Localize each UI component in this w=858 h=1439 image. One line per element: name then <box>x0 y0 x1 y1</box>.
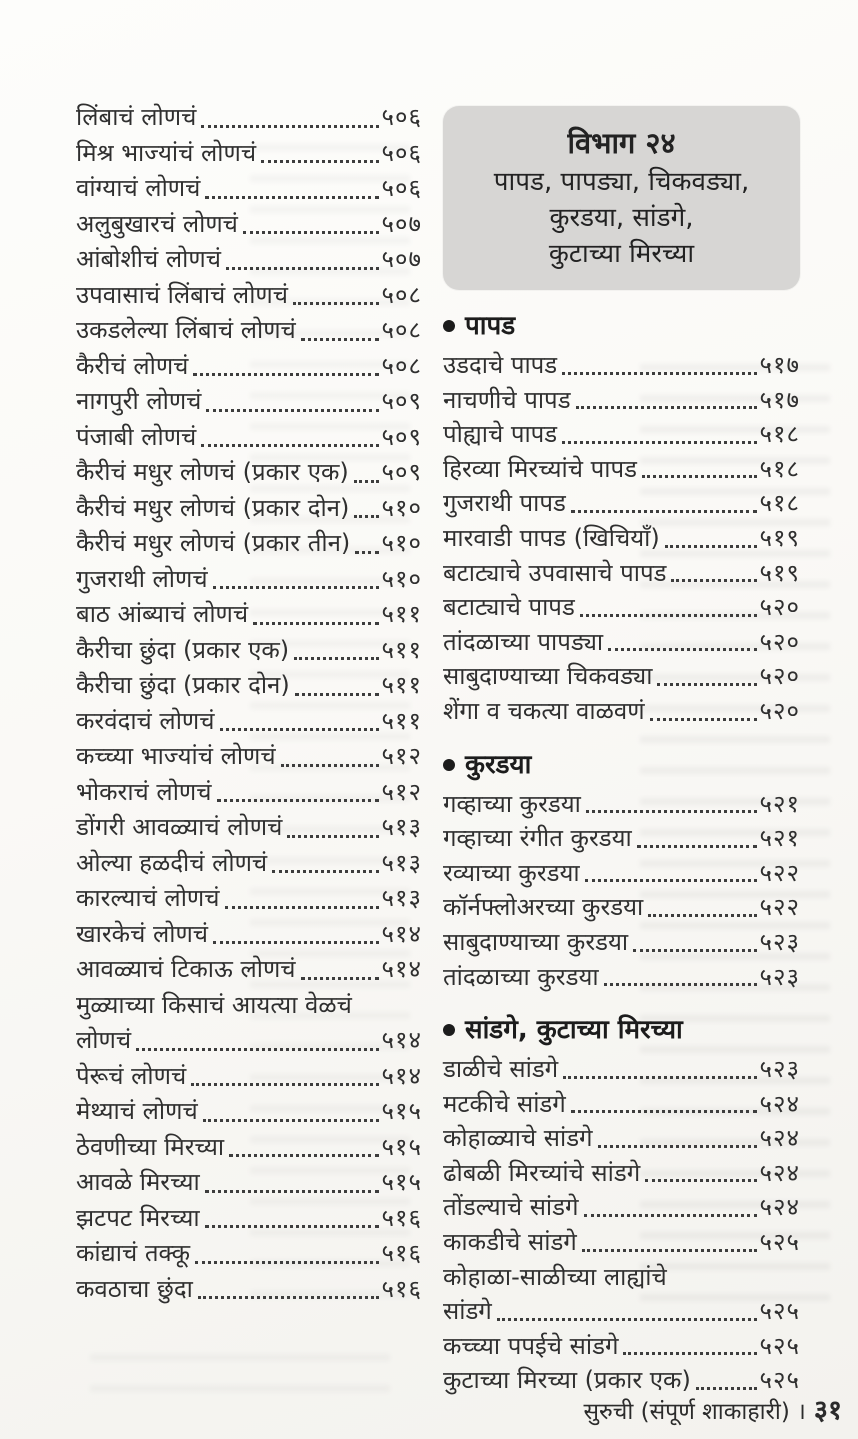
toc-entry <box>443 590 800 625</box>
dotted-leader <box>623 1352 756 1355</box>
dotted-leader <box>205 196 378 199</box>
dotted-leader <box>205 1225 379 1228</box>
toc-entry-page: ५०९ <box>381 387 422 415</box>
toc-entry-page: ५२५ <box>759 1366 800 1395</box>
toc-entry-page: ५११ <box>381 635 422 664</box>
toc-entry-page: ५१० <box>381 529 422 557</box>
dotted-leader <box>355 551 378 554</box>
dotted-leader <box>354 480 379 483</box>
toc-entry-page: ५१६ <box>381 1203 422 1232</box>
toc-entry-page: ५१९ <box>759 523 800 552</box>
toc-entry-page: ५२५ <box>759 1331 800 1360</box>
toc-entry-label: कवठाचा छुंदा <box>76 1274 193 1303</box>
toc-entry <box>443 1052 800 1087</box>
toc-entry-page: ५२२ <box>759 893 800 922</box>
toc-entry <box>76 810 422 846</box>
toc-entry-page: ५१४ <box>381 955 422 983</box>
page-footer <box>583 1390 842 1427</box>
toc-entry-label: कैरीचं मधुर लोणचं (प्रकार दोन) <box>76 493 350 522</box>
toc-entry <box>76 668 422 704</box>
toc-entry-label: भोकराचं लोणचं <box>76 777 212 806</box>
dotted-leader <box>671 579 756 582</box>
section-header-box <box>443 106 800 290</box>
dotted-leader <box>665 545 757 548</box>
dotted-leader <box>136 1048 378 1051</box>
toc-entry <box>76 1272 422 1308</box>
toc-entry <box>443 452 800 487</box>
toc-entry-page: ५०६ <box>381 138 422 167</box>
toc-entry-page: ५२५ <box>759 1297 800 1326</box>
toc-entry <box>76 171 422 207</box>
dotted-leader <box>645 1179 756 1182</box>
dotted-leader <box>604 983 757 986</box>
toc-entry <box>76 597 422 633</box>
toc-entry-label: डोंगरी आवळ्याचं लोणचं <box>76 813 283 841</box>
toc-entry-label: काकडीचे सांडगे <box>443 1228 577 1257</box>
toc-entry-label: लिंबाचं लोणचं <box>76 103 197 131</box>
toc-entry-page: ५२३ <box>759 962 800 991</box>
toc-entry-label: तांदळाच्या कुरडया <box>443 962 599 991</box>
toc-entry-label: गव्हाच्या रंगीत कुरडया <box>443 824 632 853</box>
section-heading-papad <box>443 310 800 342</box>
page-showthrough <box>90 1330 390 1400</box>
toc-entry <box>443 960 800 995</box>
toc-entry <box>76 242 422 278</box>
toc-entry-label: पंजाबी लोणचं <box>76 422 197 451</box>
toc-entry-page: ५१९ <box>759 558 800 587</box>
toc-entry-label: नागपुरी लोणचं <box>76 387 202 415</box>
toc-entry-label: आवळे मिरच्या <box>76 1168 200 1196</box>
toc-entry-page: ५१४ <box>381 919 422 948</box>
toc-entry-page: ५१२ <box>381 742 422 770</box>
dotted-leader <box>642 475 757 478</box>
dotted-leader <box>633 949 756 952</box>
toc-entry-page: ५२१ <box>759 789 800 818</box>
toc-entry-label: कांद्याचं तक्कू <box>76 1239 191 1267</box>
toc-entry-label: कैरीचा छुंदा (प्रकार एक) <box>76 635 290 664</box>
toc-entry-page: ५०९ <box>381 458 422 486</box>
toc-entry-page: ५१८ <box>759 489 800 518</box>
toc-entry <box>443 1156 800 1191</box>
section-title-line: पापड, पापड्या, चिकवड्या, <box>493 167 750 197</box>
toc-entry-label: झटपट मिरच्या <box>76 1203 200 1232</box>
toc-section-papad <box>443 348 800 729</box>
toc-entry-page: ५०८ <box>381 280 422 309</box>
section-heading-label: कुरडया <box>465 749 532 780</box>
toc-entry-label: ओल्या हळदीचं लोणचं <box>76 848 268 877</box>
toc-entry <box>443 1225 800 1260</box>
toc-entry-page: ५११ <box>381 671 422 699</box>
dotted-leader <box>562 372 756 375</box>
dotted-leader <box>253 622 378 625</box>
toc-entry-label: कुटाच्या मिरच्या (प्रकार एक) <box>443 1366 691 1395</box>
dotted-leader <box>261 160 378 163</box>
toc-entry-label: रव्याच्या कुरडया <box>443 858 580 887</box>
section-heading-label: सांडगे, कुटाच्या मिरच्या <box>465 1015 683 1046</box>
toc-entry-page: ५२० <box>759 696 800 725</box>
dotted-leader <box>243 231 379 234</box>
toc-entry <box>443 521 800 556</box>
toc-entry-label: उडदाचे पापड <box>443 351 558 379</box>
toc-entry-label: डाळीचे सांडगे <box>443 1055 559 1084</box>
bullet-icon <box>443 320 455 332</box>
toc-entry <box>76 136 422 172</box>
toc-entry-label: कच्च्या पपईचे सांडगे <box>443 1331 619 1360</box>
toc-entry <box>76 952 422 988</box>
toc-entry-label: कैरीचं मधुर लोणचं (प्रकार एक) <box>76 458 349 486</box>
dotted-leader <box>650 718 757 721</box>
dotted-leader <box>582 1249 757 1252</box>
dotted-leader <box>585 879 757 882</box>
toc-entry-label: कॉर्नफ्लोअरच्या कुरडया <box>443 893 644 922</box>
toc-entry <box>443 659 800 694</box>
toc-entry <box>76 1023 422 1059</box>
dotted-leader <box>217 799 379 802</box>
dotted-leader <box>497 1318 757 1321</box>
dotted-leader <box>648 914 756 917</box>
toc-entry-label: साबुदाण्याच्या चिकवड्या <box>443 662 653 691</box>
toc-entry-page: ५१४ <box>381 1026 422 1054</box>
toc-entry <box>76 1165 422 1201</box>
toc-entry <box>443 925 800 960</box>
toc-entry <box>76 349 422 385</box>
toc-entry-label: गुजराथी लोणचं <box>76 564 208 593</box>
toc-entry-page: ५०८ <box>381 316 422 344</box>
dotted-leader <box>295 693 379 696</box>
toc-entry <box>76 739 422 775</box>
toc-entry-page: ५१६ <box>381 1239 422 1267</box>
toc-entry-label: शेंगा व चकत्या वाळवणं <box>443 696 645 725</box>
toc-entry-label: साबुदाण्याच्या कुरडया <box>443 927 629 956</box>
toc-entry-page: ५१७ <box>759 385 800 414</box>
toc-right-column <box>443 106 800 1398</box>
toc-entry-page: ५२५ <box>759 1228 800 1257</box>
toc-entry-label: बटाट्याचे उपवासाचे पापड <box>443 558 667 587</box>
dotted-leader <box>191 1083 378 1086</box>
section-title-line: कुटाच्या मिरच्या <box>548 239 695 269</box>
toc-entry-label: हिरव्या मिरच्यांचे पापड <box>443 454 637 483</box>
toc-entry-label: नाचणीचे पापड <box>443 385 571 414</box>
toc-entry-label: पोह्याचे पापड <box>443 420 558 449</box>
dotted-leader <box>198 1296 379 1299</box>
dotted-leader <box>213 941 379 944</box>
toc-entry-page: ५१३ <box>381 848 422 877</box>
toc-entry <box>76 1236 422 1272</box>
toc-entry-page: ५१५ <box>381 1132 422 1161</box>
toc-entry-page: ५२२ <box>759 858 800 887</box>
footer-page-number: ३१ <box>813 1395 842 1426</box>
dotted-leader <box>637 845 757 848</box>
dotted-leader <box>657 683 756 686</box>
section-number-title: विभाग २४ <box>567 126 676 160</box>
toc-entry <box>76 455 422 491</box>
dotted-leader <box>213 586 379 589</box>
toc-entry <box>443 1087 800 1122</box>
toc-entry-label: कारल्याचं लोणचं <box>76 884 220 912</box>
section-heading-sandge <box>443 1014 800 1046</box>
toc-entry-label: कोहाळ्याचे सांडगे <box>443 1124 593 1153</box>
dotted-leader <box>608 648 756 651</box>
dotted-leader <box>201 125 378 128</box>
dotted-leader <box>220 728 379 731</box>
toc-entry <box>76 278 422 314</box>
toc-entry-page: ५१२ <box>381 777 422 806</box>
toc-entry <box>443 556 800 591</box>
toc-entry-page: ५०९ <box>381 422 422 451</box>
toc-entry-label: कैरीचं मधुर लोणचं (प्रकार तीन) <box>76 529 351 557</box>
toc-entry-page: ५१४ <box>381 1061 422 1090</box>
toc-entry-page: ५१३ <box>381 884 422 912</box>
dotted-leader <box>206 409 378 412</box>
toc-entry <box>76 491 422 527</box>
toc-entry <box>443 1329 800 1364</box>
toc-entry-label: मुळ्याच्या किसाचं आयत्या वेळचं <box>76 990 352 1019</box>
toc-entry <box>76 1130 422 1166</box>
dotted-leader <box>272 870 378 873</box>
toc-entry-page: ५२४ <box>759 1158 800 1187</box>
toc-entry-label: वांग्याचं लोणचं <box>76 174 201 202</box>
toc-entry-label: उपवासाचं लिंबाचं लोणचं <box>76 280 289 309</box>
toc-entry-label: बाठ आंब्याचं लोणचं <box>76 600 249 628</box>
toc-entry-label: अलुबुखारचं लोणचं <box>76 209 238 238</box>
toc-entry-label: कोहाळा-साळीच्या लाह्यांचे <box>443 1262 667 1291</box>
toc-entry <box>443 625 800 660</box>
dotted-leader <box>226 267 379 270</box>
toc-entry-page: ५१८ <box>759 454 800 483</box>
toc-entry-label: मटकीचे सांडगे <box>443 1089 566 1118</box>
toc-entry-label: तोंडल्याचे सांडगे <box>443 1193 579 1222</box>
toc-entry-label: सांडगे <box>443 1297 492 1326</box>
toc-entry <box>443 1260 800 1295</box>
toc-entry-page: ५२४ <box>759 1193 800 1222</box>
toc-entry <box>76 526 422 562</box>
section-heading-label: पापड <box>465 311 516 341</box>
dotted-leader <box>576 406 757 409</box>
toc-entry <box>443 856 800 891</box>
toc-entry-label: आंबोशीचं लोणचं <box>76 245 221 273</box>
toc-entry-page: ५१५ <box>381 1168 422 1196</box>
toc-entry-page: ५२३ <box>759 1055 800 1084</box>
toc-entry <box>443 417 800 452</box>
toc-entry-label: पेरूचं लोणचं <box>76 1061 187 1090</box>
toc-entry-page: ५११ <box>381 706 422 735</box>
dotted-leader <box>205 1190 379 1193</box>
section-title-line: कुरडया, सांडगे, <box>549 203 694 233</box>
dotted-leader <box>195 1261 379 1264</box>
toc-entry-page: ५०७ <box>381 245 422 273</box>
toc-entry <box>443 1121 800 1156</box>
toc-entry-page: ५२० <box>759 662 800 691</box>
toc-section-kurdaya <box>443 787 800 995</box>
toc-entry-label: आवळ्याचं टिकाऊ लोणचं <box>76 955 296 983</box>
toc-entry-page: ५१० <box>381 493 422 522</box>
dotted-leader <box>571 1110 757 1113</box>
toc-entry-page: ५२१ <box>759 824 800 853</box>
toc-entry-page: ५१५ <box>381 1097 422 1125</box>
toc-entry <box>76 988 422 1024</box>
toc-entry <box>443 348 800 383</box>
dotted-leader <box>580 614 757 617</box>
toc-entry-page: ५२० <box>759 627 800 656</box>
toc-entry <box>443 821 800 856</box>
toc-entry <box>76 207 422 243</box>
toc-entry <box>76 313 422 349</box>
toc-entry-page: ५२० <box>759 593 800 622</box>
dotted-leader <box>598 1145 757 1148</box>
toc-entry-page: ५०८ <box>381 351 422 380</box>
dotted-leader <box>287 835 378 838</box>
toc-entry-label: मारवाडी पापड (खिचियाँ) <box>443 523 660 552</box>
toc-entry-label: तांदळाच्या पापड्या <box>443 627 604 656</box>
toc-entry <box>76 420 422 456</box>
toc-entry <box>443 383 800 418</box>
dotted-leader <box>563 1076 756 1079</box>
toc-entry-page: ५११ <box>381 600 422 628</box>
dotted-leader <box>354 515 378 518</box>
section-heading-kurdaya <box>443 749 800 781</box>
toc-section-sandge <box>443 1052 800 1398</box>
toc-entry-label: बटाट्याचे पापड <box>443 593 575 622</box>
dotted-leader <box>562 441 756 444</box>
toc-entry-label: कच्च्या भाज्यांचं लोणचं <box>76 742 276 770</box>
toc-entry <box>443 890 800 925</box>
toc-entry <box>443 486 800 521</box>
toc-entry <box>76 775 422 811</box>
toc-entry <box>76 704 422 740</box>
dotted-leader <box>571 510 757 513</box>
toc-entry-label: खारकेचं लोणचं <box>76 919 209 948</box>
toc-entry-label: उकडलेल्या लिंबाचं लोणचं <box>76 316 296 344</box>
dotted-leader <box>301 977 379 980</box>
dotted-leader <box>301 338 379 341</box>
toc-entry-label: गव्हाच्या कुरडया <box>443 789 581 818</box>
toc-entry-page: ५१६ <box>381 1274 422 1303</box>
toc-entry-page: ५१८ <box>759 420 800 449</box>
toc-entry <box>443 1294 800 1329</box>
toc-entry-label: गुजराथी पापड <box>443 489 566 518</box>
dotted-leader <box>225 906 379 909</box>
dotted-leader <box>584 1214 757 1217</box>
toc-entry <box>76 846 422 882</box>
toc-entry <box>76 633 422 669</box>
dotted-leader <box>294 657 378 660</box>
toc-entry <box>76 917 422 953</box>
toc-entry-page: ५०६ <box>381 174 422 202</box>
toc-entry <box>76 1059 422 1095</box>
toc-entry-label: मिश्र भाज्यांचं लोणचं <box>76 138 257 167</box>
bullet-icon <box>443 759 455 771</box>
toc-entry-label: ठेवणीच्या मिरच्या <box>76 1132 225 1161</box>
footer-book-title: सुरुची (संपूर्ण शाकाहारी) । <box>583 1399 806 1425</box>
dotted-leader <box>229 1154 378 1157</box>
toc-entry-page: ५०७ <box>381 209 422 238</box>
toc-entry-page: ५१३ <box>381 813 422 841</box>
toc-entry <box>443 694 800 729</box>
toc-entry <box>76 384 422 420</box>
toc-entry-page: ५१० <box>381 564 422 593</box>
toc-entry-label: कैरीचा छुंदा (प्रकार दोन) <box>76 671 290 699</box>
toc-entry <box>76 1201 422 1237</box>
toc-entry-page: ५१७ <box>759 351 800 379</box>
toc-entry-label: कैरीचं लोणचं <box>76 351 189 380</box>
toc-entry-page: ५०६ <box>381 103 422 131</box>
toc-entry <box>76 1094 422 1130</box>
toc-entry <box>443 787 800 822</box>
dotted-leader <box>203 1119 379 1122</box>
toc-entry-label: करवंदाचं लोणचं <box>76 706 215 735</box>
dotted-leader <box>201 444 378 447</box>
dotted-leader <box>293 302 379 305</box>
toc-entry <box>76 100 422 136</box>
dotted-leader <box>193 373 378 376</box>
toc-entry <box>76 562 422 598</box>
toc-entry-label: ढोबळी मिरच्यांचे सांडगे <box>443 1158 641 1187</box>
section-title-lines <box>455 164 788 272</box>
dotted-leader <box>586 810 757 813</box>
toc-entry-page: ५२४ <box>759 1089 800 1118</box>
toc-entry-label: मेथ्याचं लोणचं <box>76 1097 198 1125</box>
toc-entry <box>443 1190 800 1225</box>
toc-entry-page: ५२३ <box>759 927 800 956</box>
toc-entry <box>76 881 422 917</box>
toc-entry-page: ५२४ <box>759 1124 800 1153</box>
bullet-icon <box>443 1024 455 1036</box>
dotted-leader <box>281 764 379 767</box>
toc-left-column <box>76 100 422 1307</box>
toc-entry-label: लोणचं <box>76 1026 132 1054</box>
